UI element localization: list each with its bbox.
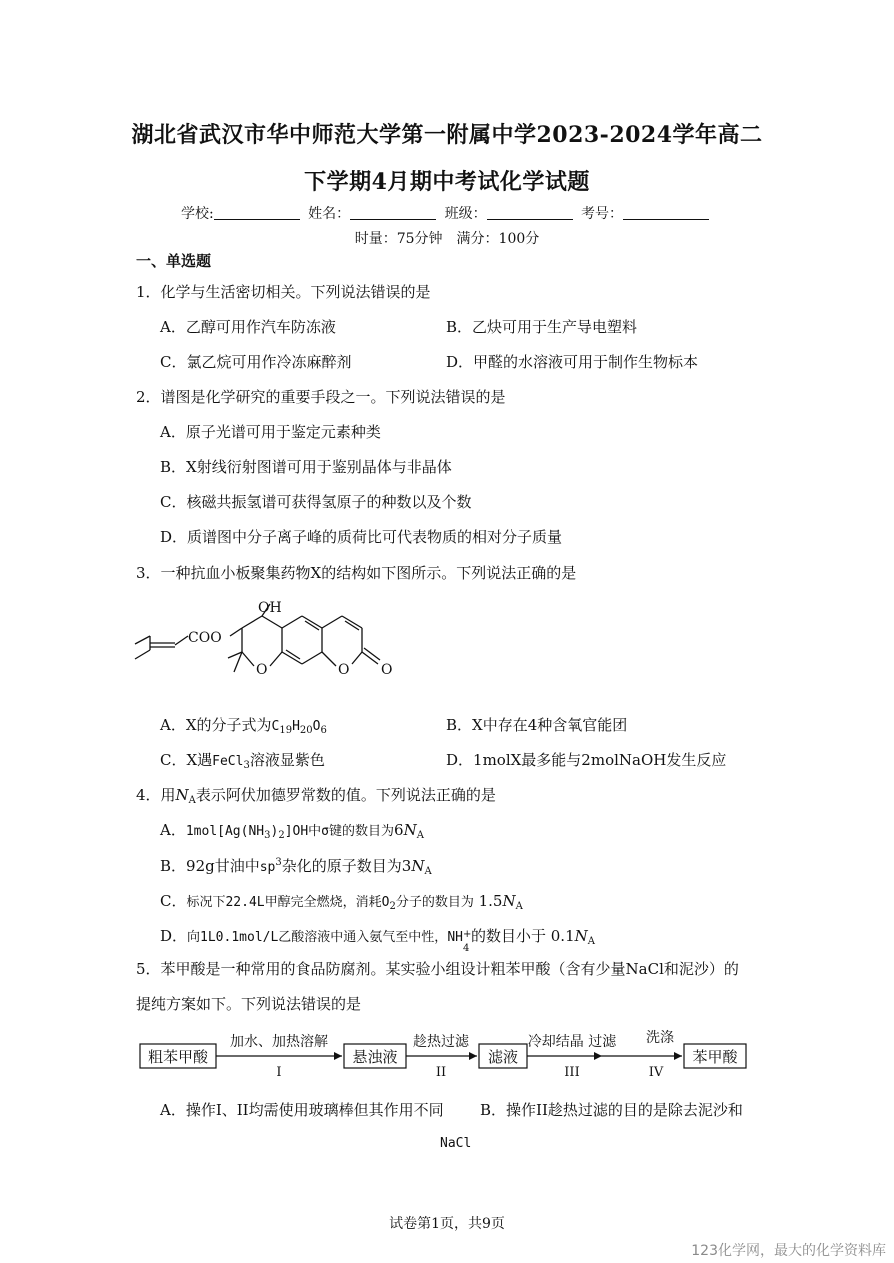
flow-step1-numeral: I [276,1065,282,1080]
q3-stem: 3．一种抗血小板聚集药物X的结构如下图所示。下列说法正确的是 [136,564,577,582]
q5-option-a: A．操作I、II均需使用玻璃棒但其作用不同 [160,1101,444,1119]
q4-option-c: C．标况下22.4L甲醇完全燃烧，消耗$O_2$分子的数目为 $1.5N_A$ [160,892,523,912]
watermark: 123化学网，最大的化学资料库 [691,1243,886,1259]
flow-step3-numeral: III [564,1065,580,1080]
q4-option-b: B．92g甘油中$sp^3$杂化的原子数目为$3N_A$ [160,857,432,877]
q3-oh-label: OH [258,600,282,616]
flow-step4-numeral: IV [648,1065,664,1080]
q2-option-a: A．原子光谱可用于鉴定元素种类 [160,423,381,441]
section-heading: 一、单选题 [136,252,212,270]
q2-option-d: D．质谱图中分子离子峰的质荷比可代表物质的相对分子质量 [160,528,563,546]
q2-stem: 2．谱图是化学研究的重要手段之一。下列说法错误的是 [136,388,506,406]
q2-option-c: C．核磁共振氢谱可获得氢原子的种数以及个数 [160,493,472,511]
exam-title-line1: 湖北省武汉市华中师范大学第一附属中学2023-2024学年高二 [131,122,763,148]
q5-option-b: B．操作II趁热过滤的目的是除去泥沙和 [480,1101,743,1119]
page-footer: 试卷第1页，共9页 [389,1216,505,1232]
q5-flow-diagram [136,1024,756,1082]
q4-stem: 4．用$N_A$表示阿伏加德罗常数的值。下列说法正确的是 [136,786,496,806]
number-blank [623,205,709,220]
q1-stem: 1．化学与生活密切相关。下列说法错误的是 [136,283,431,301]
q1-option-b: B．乙炔可用于生产导电塑料 [446,318,638,336]
q4-option-a: A．$1mol[Ag(NH_3)_2]OH$中σ键的数目为$6N_A$ [160,821,424,841]
flow-step4-label: 洗涤 [646,1030,674,1046]
q3-option-b: B．X中存在4种含氧官能团 [446,716,628,734]
exam-title-line2: 下学期4月期中考试化学试题 [304,169,590,195]
q1-option-a: A．乙醇可用作汽车防冻液 [160,318,336,336]
flow-box1-text: 粗苯甲酸 [147,1048,209,1066]
q1-option-d: D．甲醛的水溶液可用于制作生物标本 [446,353,699,371]
q3-option-a: A．X的分子式为$C_{19}H_{20}O_6$ [160,716,327,736]
q4-option-d: D．向1L0.1mol/L乙酸溶液中通入氨气至中性，NH + 4 的数目小于 $0.1N_A$ [160,927,595,954]
q3-lactone-o-label: O [338,662,350,678]
q5-stem-line2: 提纯方案如下。下列说法错误的是 [136,995,362,1013]
q5-stem-line1: 5．苯甲酸是一种常用的食品防腐剂。某实验小组设计粗苯甲酸（含有少量NaCl和泥沙）的 [136,960,739,978]
class-label: 班级： [444,206,487,222]
q5-option-b-continued: NaCl [440,1136,472,1151]
flow-box3-text: 滤液 [487,1048,519,1066]
time-info: 时量：75分钟 满分：100分 [354,231,540,247]
flow-step3-label: 冷却结晶 过滤 [527,1034,617,1050]
number-label: 考号： [581,206,624,222]
school-label: 学校: [180,206,214,222]
q3-structure-diagram [130,592,410,702]
school-blank [214,205,300,220]
q3-option-d: D．1molX最多能与2molNaOH发生反应 [446,751,727,769]
class-blank [487,205,573,220]
flow-box2-text: 悬浊液 [352,1048,398,1066]
q2-option-b: B．X射线衍射图谱可用于鉴别晶体与非晶体 [160,458,452,476]
q3-coo-label: COO [188,630,222,646]
flow-step2-label: 趁热过滤 [413,1034,469,1050]
flow-step1-label: 加水、加热溶解 [230,1034,328,1050]
name-label: 姓名： [308,206,351,222]
q3-ring-o-label: O [256,662,268,678]
q3-carbonyl-o-label: O [381,662,393,678]
q3-option-c: C．X遇FeCl$_3$溶液显紫色 [160,751,325,771]
q1-option-c: C．氯乙烷可用作冷冻麻醉剂 [160,353,352,371]
student-info-row [0,203,894,223]
flow-step2-numeral: II [435,1065,447,1080]
name-blank [350,205,436,220]
flow-box4-text: 苯甲酸 [692,1048,738,1066]
